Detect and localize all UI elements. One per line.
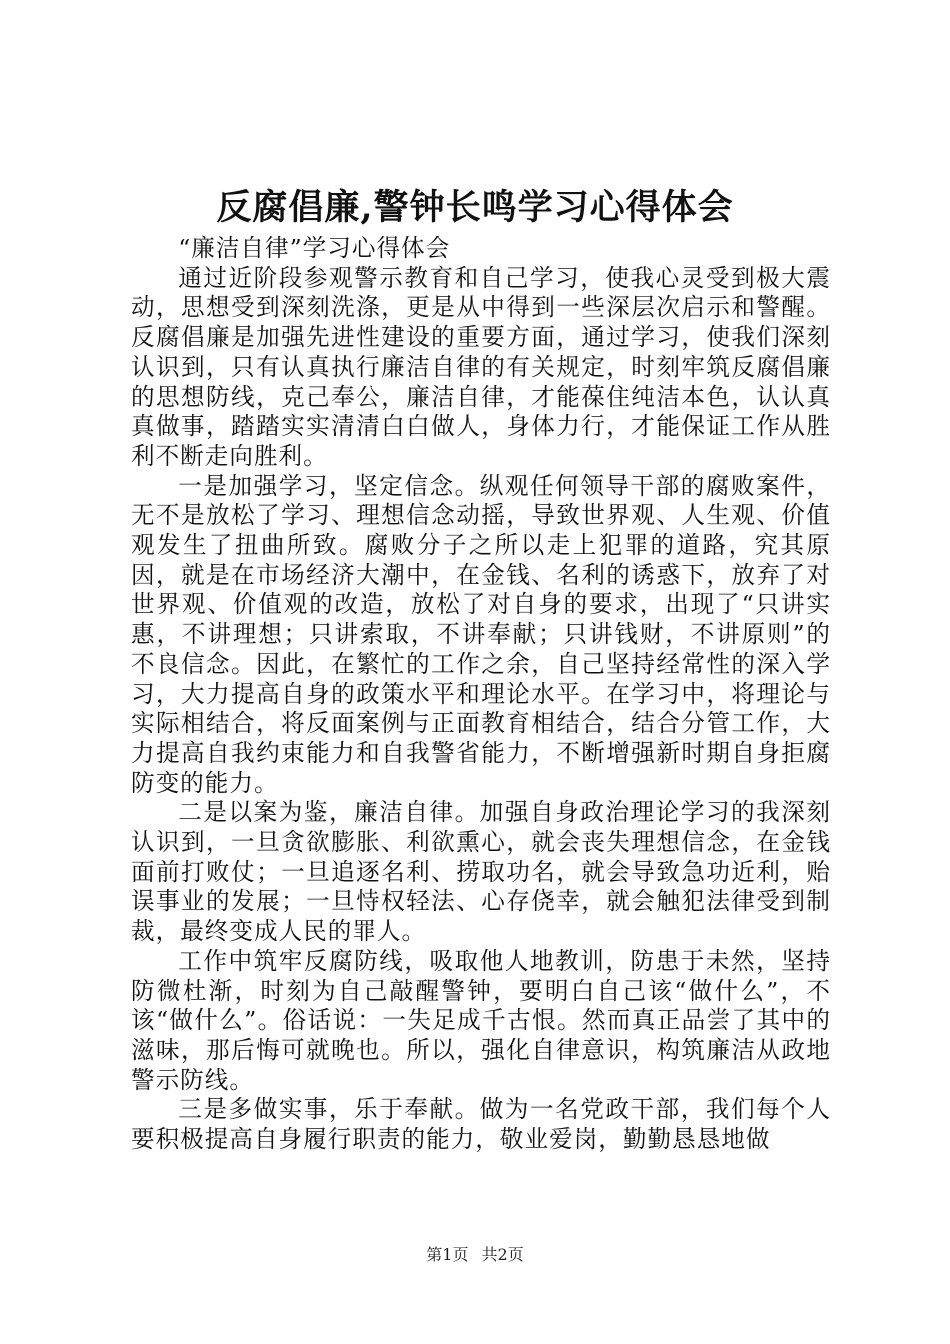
paragraph-defense-line: 工作中筑牢反腐防线，吸取他人地教训，防患于未然，坚持防微杜渐，时刻为自己敲醒警钟，要明白自己该“做什么”，不该“做什么”。俗话说：一失足成千古恨。然而真正品尝了其中的滋味，那后悔可就晚也。所以，强化自律意识，构筑廉洁从政地警示防线。 xyxy=(131,946,831,1094)
paragraph-point-three: 三是多做实事，乐于奉献。做为一名党政干部，我们每个人要积极提高自身履行职责的能力，敬业爱岗，勤勤恳恳地做 xyxy=(131,1095,831,1154)
page-footer xyxy=(0,1244,950,1266)
document-title: 反腐倡廉,警钟长鸣学习心得体会 xyxy=(216,187,734,228)
document-body xyxy=(131,234,831,1155)
paragraph-subtitle: “廉洁自律”学习心得体会 xyxy=(178,234,451,262)
paragraph-point-two: 二是以案为鉴，廉洁自律。加强自身政治理论学习的我深刻认识到，一旦贪欲膨胀、利欲熏心，就会丧失理想信念，在金钱面前打败仗；一旦追逐名利、捞取功名，就会导致急功近利，贻误事业的发展；一旦恃权轻法、心存侥幸，就会触犯法律受到制裁，最终变成人民的罪人。 xyxy=(131,798,831,946)
paragraph-intro: 通过近阶段参观警示教育和自己学习，使我心灵受到极大震动，思想受到深刻洗涤，更是从中得到一些深层次启示和警醒。反腐倡廉是加强先进性建设的重要方面，通过学习，使我们深刻认识到，只有认真执行廉洁自律的有关规定，时刻牢筑反腐倡廉的思想防线，克己奉公，廉洁自律，才能葆住纯洁本色，认认真真做事，踏踏实实清清白白做人，身体力行，才能保证工作从胜利不断走向胜利。 xyxy=(131,263,831,470)
paragraph-point-one: 一是加强学习，坚定信念。纵观任何领导干部的腐败案件，无不是放松了学习、理想信念动摇，导致世界观、人生观、价值观发生了扭曲所致。腐败分子之所以走上犯罪的道路，究其原因，就是在市场经济大潮中，在金钱、名利的诱惑下，放弃了对世界观、价值观的改造，放松了对自身的要求，出现了“只讲实惠，不讲理想；只讲索取，不讲奉献；只讲钱财，不讲原则”的不良信念。因此，在繁忙的工作之余，自己坚持经常性的深入学习，大力提高自身的政策水平和理论水平。在学习中，将理论与实际相结合，将反面案例与正面教育相结合，结合分管工作，大力提高自我约束能力和自我警省能力，不断增强新时期自身拒腐防变的能力。 xyxy=(131,471,831,797)
page-total: 共2页 xyxy=(481,1245,524,1264)
page-number: 第1页 xyxy=(426,1245,469,1264)
